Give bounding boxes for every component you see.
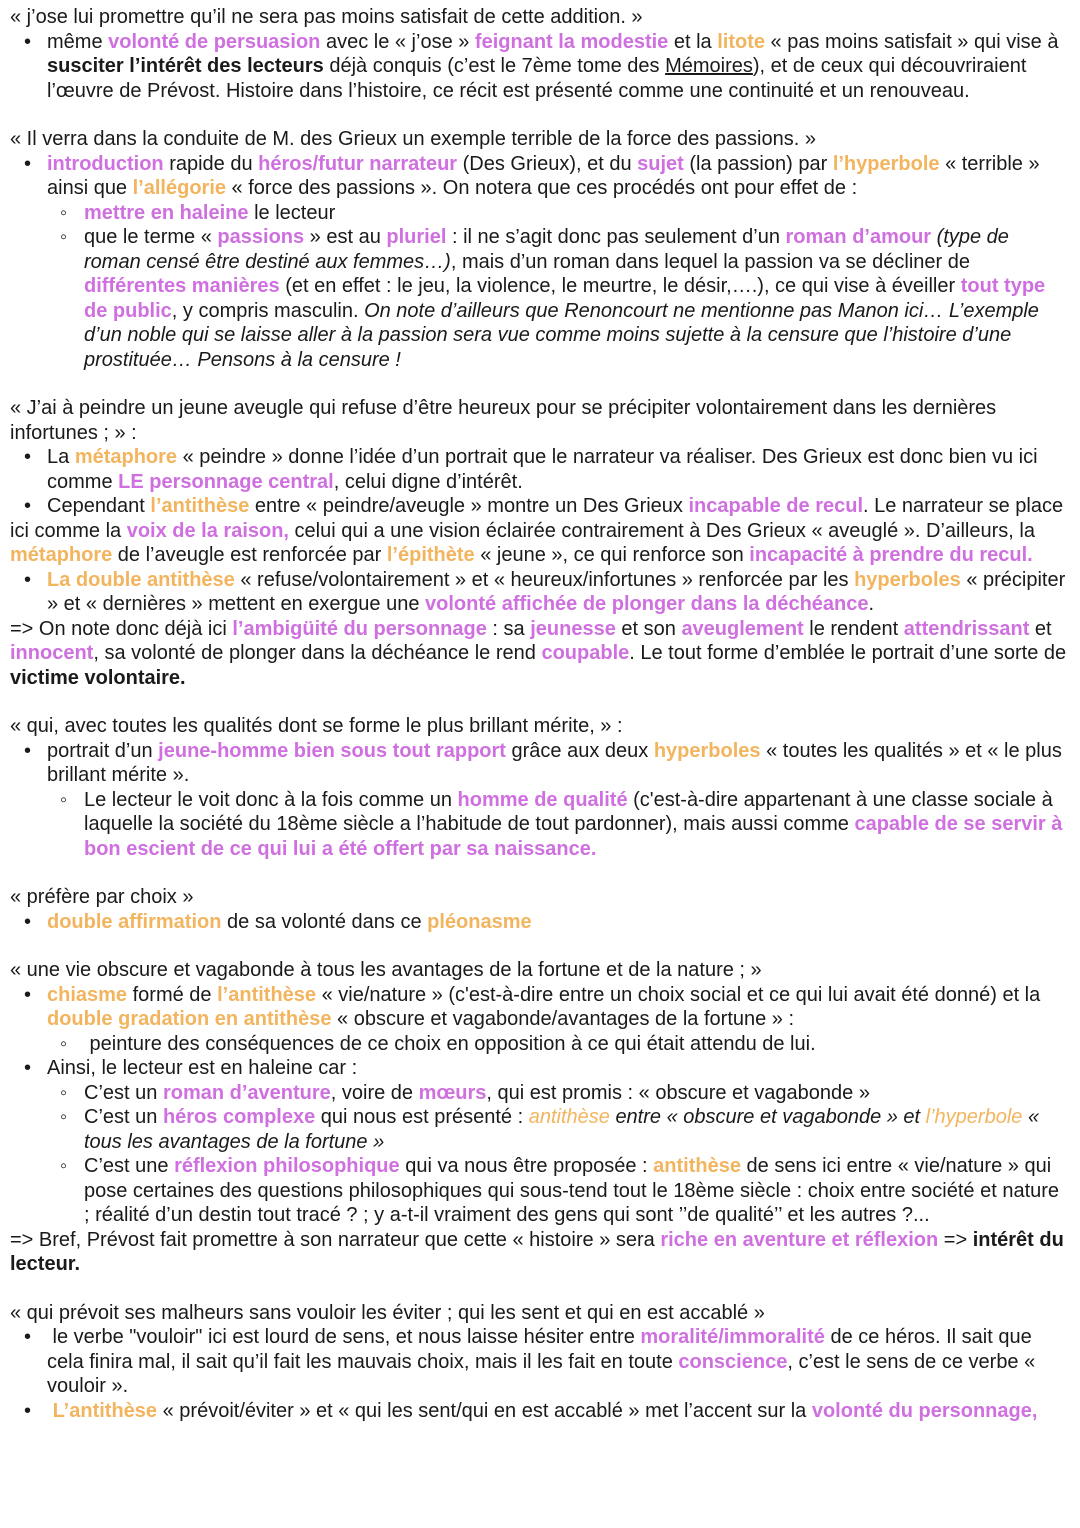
sub-bullet-item: ◦ Le lecteur le voit donc à la fois comme un homme de qualité (c'est-à-dire appartenant à une classe sociale à laquelle la société du 18ème siècle a l’habitude de tout pardonner), mais aussi comme capable de se servir à bon escient de ce qui lui a été offert par sa naissance. [10, 788, 1070, 862]
bullet-item: • le verbe "vouloir" ici est lourd de sens, et nous laisse hésiter entre moralité/immoralité de ce héros. Il sait que cela finira mal, il sait qu’il fait les mauvais choix, mais il les fait en toute conscience, c’est le sens de ce verbe « vouloir ». [10, 1325, 1070, 1399]
commentary-section [10, 1301, 1070, 1424]
bullet-item: • Ainsi, le lecteur est en haleine car : ◦ C’est un roman d’aventure, voire de mœurs, qui est promis : « obscure et vagabonde » ◦ C’est un héros complexe qui nous est présenté : antithèse entre « obscure et vagabonde » et l’hyperbole « tous les avantages de la fortune » ◦ C’est une réflexion philosophique qui va nous être proposée : antithèse de sens ici entre « vie/nature » qui pose certaines des questions philosophiques qui sous-tend tout le 18ème siècle : choix entre société et nature ; réalité d’un destin tout tracé ? ; y a-t-il vraiment des gens qui sont ’’de qualité’’ et les autres ?... [10, 1056, 1070, 1228]
commentary-section [10, 885, 1070, 934]
bullet-item: • portrait d’un jeune-homme bien sous tout rapport grâce aux deux hyperboles « toutes les qualités » et « le plus brillant mérite ». ◦ Le lecteur le voit donc à la fois comme un homme de qualité (c'est-à-dire appartenant à une classe sociale à laquelle la société du 18ème siècle a l’habitude de tout pardonner), mais aussi comme capable de se servir à bon escient de ce qui lui a été offert par sa naissance. [10, 739, 1070, 862]
quote-line: « une vie obscure et vagabonde à tous les avantages de la fortune et de la nature ; » [10, 959, 762, 981]
bullet-item: • double affirmation de sa volonté dans ce pléonasme [10, 910, 1070, 935]
bullet-item-flow: • Cependant l’antithèse entre « peindre/aveugle » montre un Des Grieux incapable de recul. Le narrateur se place ici comme la voix de la raison, celui qui a une vision éclairée contrairement à Des Grieux « aveuglé ». D’ailleurs, la métaphore de l’aveugle est renforcée par l’épithète « jeune », ce qui renforce son incapacité à prendre du recul. [10, 495, 1064, 566]
bullet-item: • La double antithèse « refuse/volontairement » et « heureux/infortunes » renforcée par les hyperboles « précipiter » et « dernières » mettent en exergue une volonté affichée de plonger dans la déchéance. [10, 568, 1070, 617]
sub-bullet-item: ◦ C’est un roman d’aventure, voire de mœurs, qui est promis : « obscure et vagabonde » [10, 1081, 1070, 1106]
conclusion-line: => Bref, Prévost fait promettre à son narrateur que cette « histoire » sera riche en aventure et réflexion => intérêt du lecteur. [10, 1228, 1064, 1275]
commentary-section [10, 5, 1070, 103]
bullet-item: • La métaphore « peindre » donne l’idée d’un portrait que le narrateur va réaliser. Des Grieux est donc bien vu ici comme LE personnage central, celui digne d’intérêt. [10, 445, 1070, 494]
bullet-item: • même volonté de persuasion avec le « j’ose » feignant la modestie et la litote « pas moins satisfait » qui vise à susciter l’intérêt des lecteurs déjà conquis (c’est le 7ème tome des Mémoires), et de ceux qui découvriraient l’œuvre de Prévost. Histoire dans l’histoire, ce récit est présenté comme une continuité et un renouveau. [10, 30, 1070, 104]
bullet-item: • L’antithèse « prévoit/éviter » et « qui les sent/qui en est accablé » met l’accent sur la volonté du personnage, [10, 1399, 1070, 1424]
commentary-section [10, 714, 1070, 861]
quote-line: « préfère par choix » [10, 886, 194, 908]
conclusion-line: => On note donc déjà ici l’ambigüité du personnage : sa jeunesse et son aveuglement le rendent attendrissant et innocent, sa volonté de plonger dans la déchéance le rend coupable. Le tout forme d’emblée le portrait d’une sorte de victime volontaire. [10, 617, 1067, 689]
quote-line: « J’ai à peindre un jeune aveugle qui refuse d’être heureux pour se précipiter volontairement dans les dernières infortunes ; » : [10, 397, 997, 444]
quote-line: « Il verra dans la conduite de M. des Grieux un exemple terrible de la force des passions. » [10, 128, 816, 150]
quote-line: « qui prévoit ses malheurs sans vouloir les éviter ; qui les sent et qui en est accablé » [10, 1301, 765, 1324]
sub-bullet-item: ◦ C’est une réflexion philosophique qui va nous être proposée : antithèse de sens ici entre « vie/nature » qui pose certaines des questions philosophiques qui sous-tend tout le 18ème siècle : choix entre société et nature ; réalité d’un destin tout tracé ? ; y a-t-il vraiment des gens qui sont ’’de qualité’’ et les autres ?... [10, 1154, 1070, 1228]
commentary-section [10, 127, 1070, 372]
commentary-section [10, 958, 1070, 1277]
quote-line: « j’ose lui promettre qu’il ne sera pas moins satisfait de cette addition. » [10, 6, 643, 28]
bullet-item: • chiasme formé de l’antithèse « vie/nature » (c'est-à-dire entre un choix social et ce qui lui avait été donné) et la double gradation en antithèse « obscure et vagabonde/avantages de la fortune » : ◦ peinture des conséquences de ce choix en opposition à ce qui était attendu de lui. [10, 983, 1070, 1057]
commentary-section [10, 396, 1070, 690]
sub-bullet-item: ◦ peinture des conséquences de ce choix en opposition à ce qui était attendu de lui. [10, 1032, 1070, 1057]
sub-bullet-item: ◦ C’est un héros complexe qui nous est présenté : antithèse entre « obscure et vagabonde » et l’hyperbole « tous les avantages de la fortune » [10, 1105, 1070, 1154]
bullet-item: • introduction rapide du héros/futur narrateur (Des Grieux), et du sujet (la passion) par l’hyperbole « terrible » ainsi que l’allégorie « force des passions ». On notera que ces procédés ont pour effet de : ◦ mettre en haleine le lecteur ◦ que le terme « passions » est au pluriel : il ne s’agit donc pas seulement d’un roman d’amour (type de roman censé être destiné aux femmes…), mais d’un roman dans lequel la passion va se décliner de différentes manières (et en effet : le jeu, la violence, le meurtre, le désir,….), ce qui vise à éveiller tout type de public, y compris masculin. On note d’ailleurs que Renoncourt ne mentionne pas Manon ici… L’exemple d’un noble qui se laisse aller à la passion sera vue comme moins sujette à la censure que l’histoire d’une prostituée… Pensons à la censure ! [10, 152, 1070, 373]
quote-line: « qui, avec toutes les qualités dont se forme le plus brillant mérite, » : [10, 715, 623, 737]
sub-bullet-item: ◦ mettre en haleine le lecteur [10, 201, 1070, 226]
sub-bullet-item: ◦ que le terme « passions » est au pluriel : il ne s’agit donc pas seulement d’un roman d’amour (type de roman censé être destiné aux femmes…), mais d’un roman dans lequel la passion va se décliner de différentes manières (et en effet : le jeu, la violence, le meurtre, le désir,….), ce qui vise à éveiller tout type de public, y compris masculin. On note d’ailleurs que Renoncourt ne mentionne pas Manon ici… L’exemple d’un noble qui se laisse aller à la passion sera vue comme moins sujette à la censure que l’histoire d’une prostituée… Pensons à la censure ! [10, 225, 1070, 372]
